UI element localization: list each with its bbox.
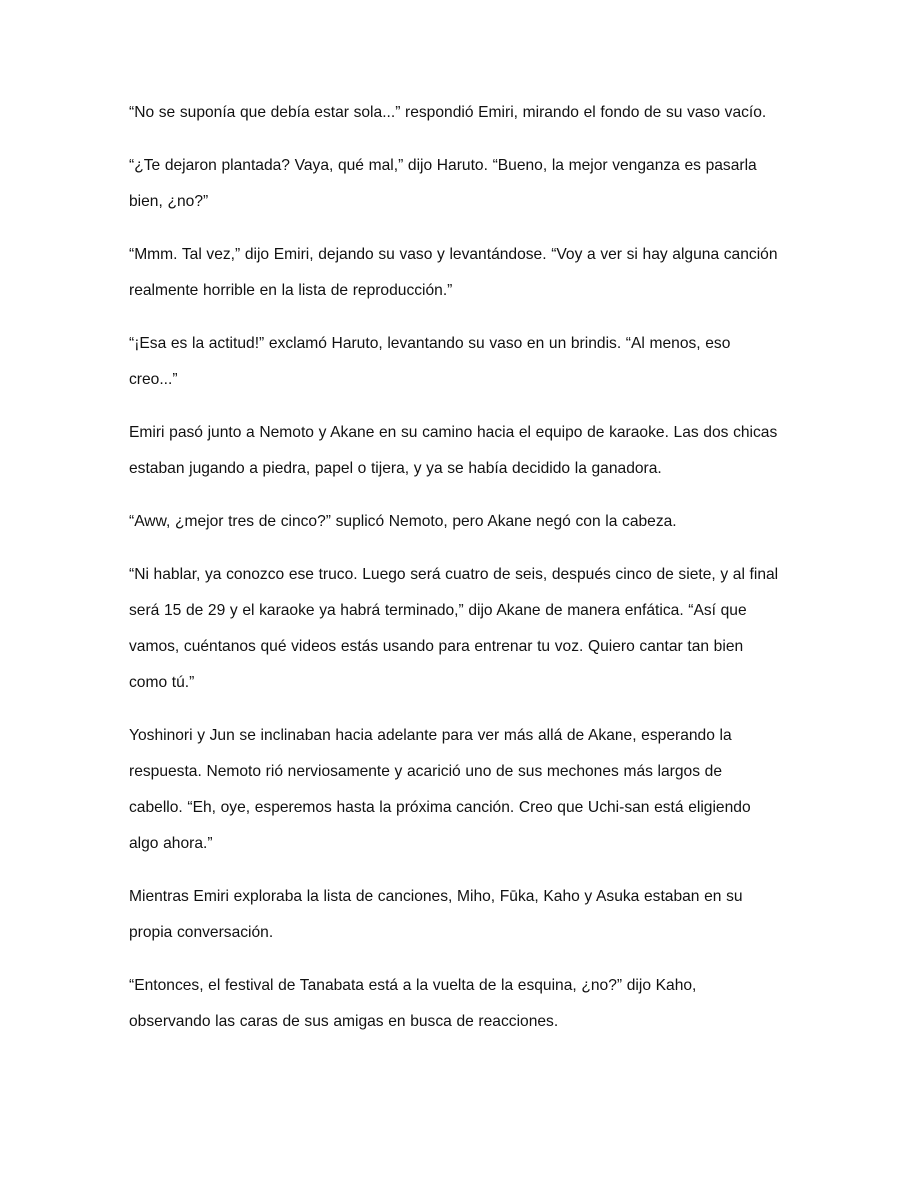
paragraph: Yoshinori y Jun se inclinaban hacia adelante para ver más allá de Akane, esperando la respuesta. Nemoto rió nerviosamente y acarició uno de sus mechones más largos de cabello. “Eh, oye, esperemos hasta la próxima canción. Creo que Uchi-san está eligiendo algo ahora.”	[129, 727, 751, 852]
paragraph: “Mmm. Tal vez,” dijo Emiri, dejando su vaso y levantándose. “Voy a ver si hay alguna canción realmente horrible en la lista de reproducción.”	[129, 246, 778, 299]
paragraph: “Entonces, el festival de Tanabata está a la vuelta de la esquina, ¿no?” dijo Kaho, observando las caras de sus amigas en busca de reacciones.	[129, 977, 697, 1030]
paragraph: “Aww, ¿mejor tres de cinco?” suplicó Nemoto, pero Akane negó con la cabeza.	[129, 513, 677, 530]
paragraph: Mientras Emiri exploraba la lista de canciones, Miho, Fūka, Kaho y Asuka estaban en su propia conversación.	[129, 888, 743, 941]
paragraph: “Ni hablar, ya conozco ese truco. Luego será cuatro de seis, después cinco de siete, y al final será 15 de 29 y el karaoke ya habrá terminado,” dijo Akane de manera enfática. “Así que vamos, cuéntanos qué videos estás usando para entrenar tu voz. Quiero cantar tan bien como tú.”	[129, 566, 779, 691]
paragraph: “¡Esa es la actitud!” exclamó Haruto, levantando su vaso en un brindis. “Al menos, eso creo...”	[129, 335, 731, 388]
paragraph: “No se suponía que debía estar sola...” respondió Emiri, mirando el fondo de su vaso vacío.	[129, 104, 767, 121]
paragraph: “¿Te dejaron plantada? Vaya, qué mal,” dijo Haruto. “Bueno, la mejor venganza es pasarla bien, ¿no?”	[129, 157, 757, 210]
paragraph: Emiri pasó junto a Nemoto y Akane en su camino hacia el equipo de karaoke. Las dos chicas estaban jugando a piedra, papel o tijera, y ya se había decidido la ganadora.	[129, 424, 778, 477]
document-page	[129, 95, 779, 1057]
